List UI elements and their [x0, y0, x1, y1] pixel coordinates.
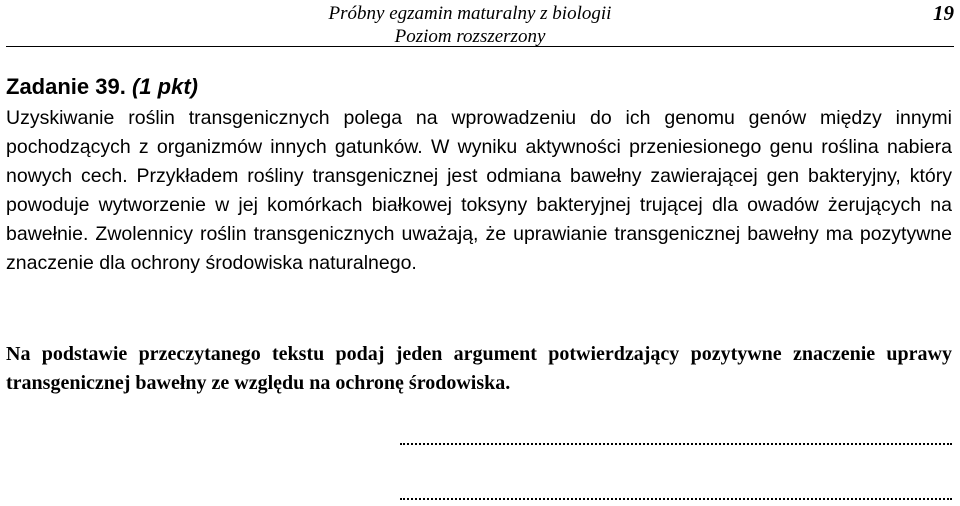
task-label: Zadanie 39. [6, 74, 126, 99]
page-header [0, 0, 960, 48]
answer-line [400, 498, 952, 500]
header-divider [6, 46, 954, 47]
task-heading [6, 74, 198, 100]
answer-line [400, 443, 952, 445]
exam-title [300, 2, 640, 48]
task-instruction: Na podstawie przeczytanego tekstu podaj jeden argument potwierdzający pozytywne znaczenie uprawy transgenicznej bawełny ze względu na ochronę środowiska. [6, 343, 952, 394]
exam-title-line-1: Próbny egzamin maturalny z biologii [328, 3, 612, 24]
task-text: Uzyskiwanie roślin transgenicznych polega na wprowadzeniu do ich genomu genów między innymi pochodzących z organizmów innych gatunków. W wyniku aktywności przeniesionego genu roślina nabiera nowych cech. Przykładem rośliny transgenicznej jest odmiana bawełny zawierającej gen bakteryjny, który powoduje wytworzenie w jej komórkach białkowej toksyny bakteryjnej trującej dla owadów żerujących na bawełnie. Zwolennicy roślin transgenicznych uważają, że uprawianie transgenicznej bawełny ma pozytywne znaczenie dla ochrony środowiska naturalnego. [6, 107, 952, 274]
exam-title-line-2: Poziom rozszerzony [394, 26, 546, 47]
page-number: 19 [933, 1, 954, 25]
task-points: (1 pkt) [131, 74, 198, 99]
